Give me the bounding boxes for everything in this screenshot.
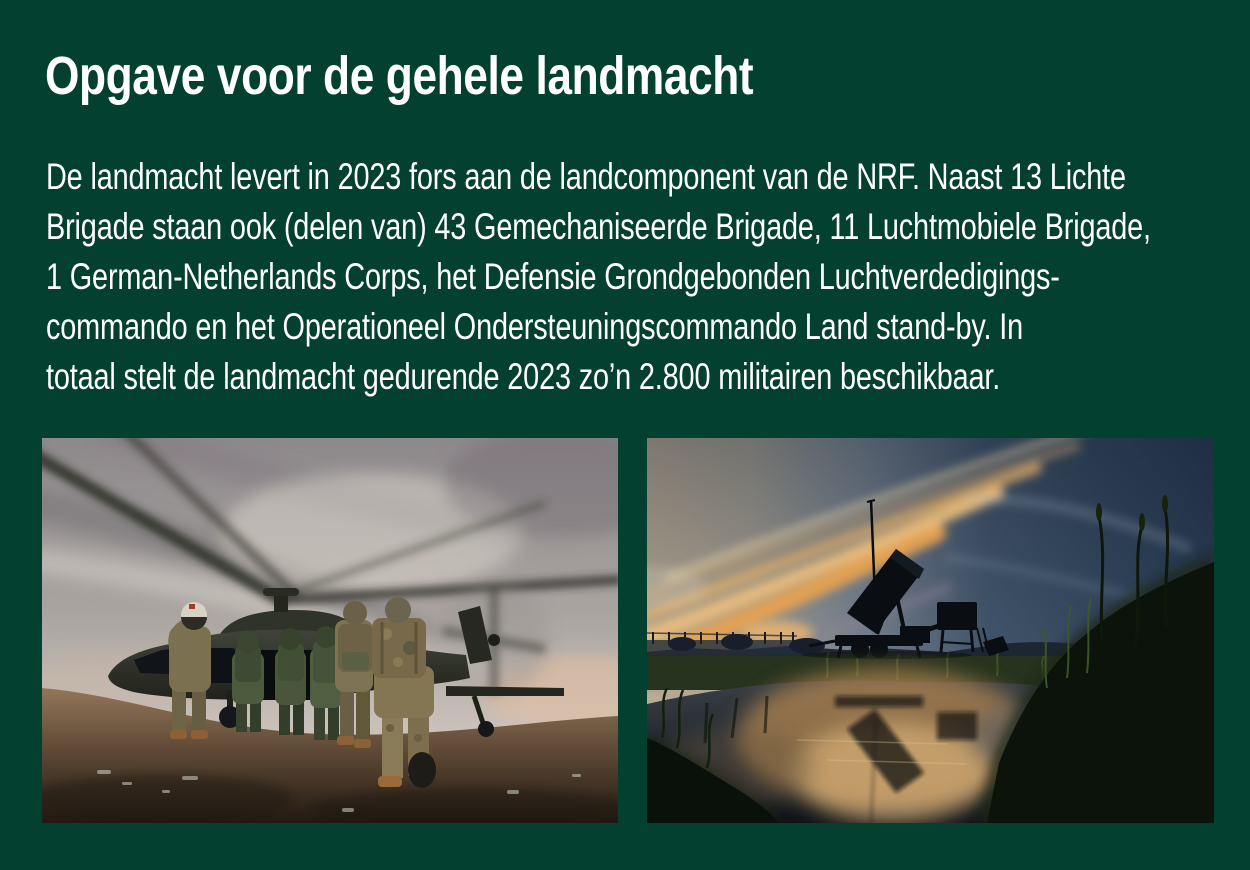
page-title: Opgave voor de gehele landmacht (45, 46, 754, 106)
paragraph-line: totaal stelt de landmacht gedurende 2023 zo’n 2.800 militairen beschikbaar. (46, 356, 1001, 397)
intro-paragraph (46, 152, 1151, 402)
paragraph-line: commando en het Operationeel Ondersteuningscommando Land stand-by. In (46, 306, 1023, 347)
photo-soldiers-helicopter (42, 438, 618, 823)
photo-patriot-system (647, 438, 1214, 823)
photo-row (42, 438, 1214, 823)
paragraph-line: De landmacht levert in 2023 fors aan de landcomponent van de NRF. Naast 13 Lichte (46, 156, 1126, 197)
helicopter-photo-illustration (42, 438, 618, 823)
paragraph-line: 1 German-Netherlands Corps, het Defensie Grondgebonden Luchtverdedigings- (46, 256, 1060, 297)
soldier-tan-pack (335, 601, 373, 748)
patriot-photo-illustration (647, 438, 1214, 823)
paragraph-line: Brigade staan ook (delen van) 43 Gemechaniseerde Brigade, 11 Luchtmobiele Brigade, (46, 206, 1151, 247)
radar-unit (937, 602, 977, 630)
